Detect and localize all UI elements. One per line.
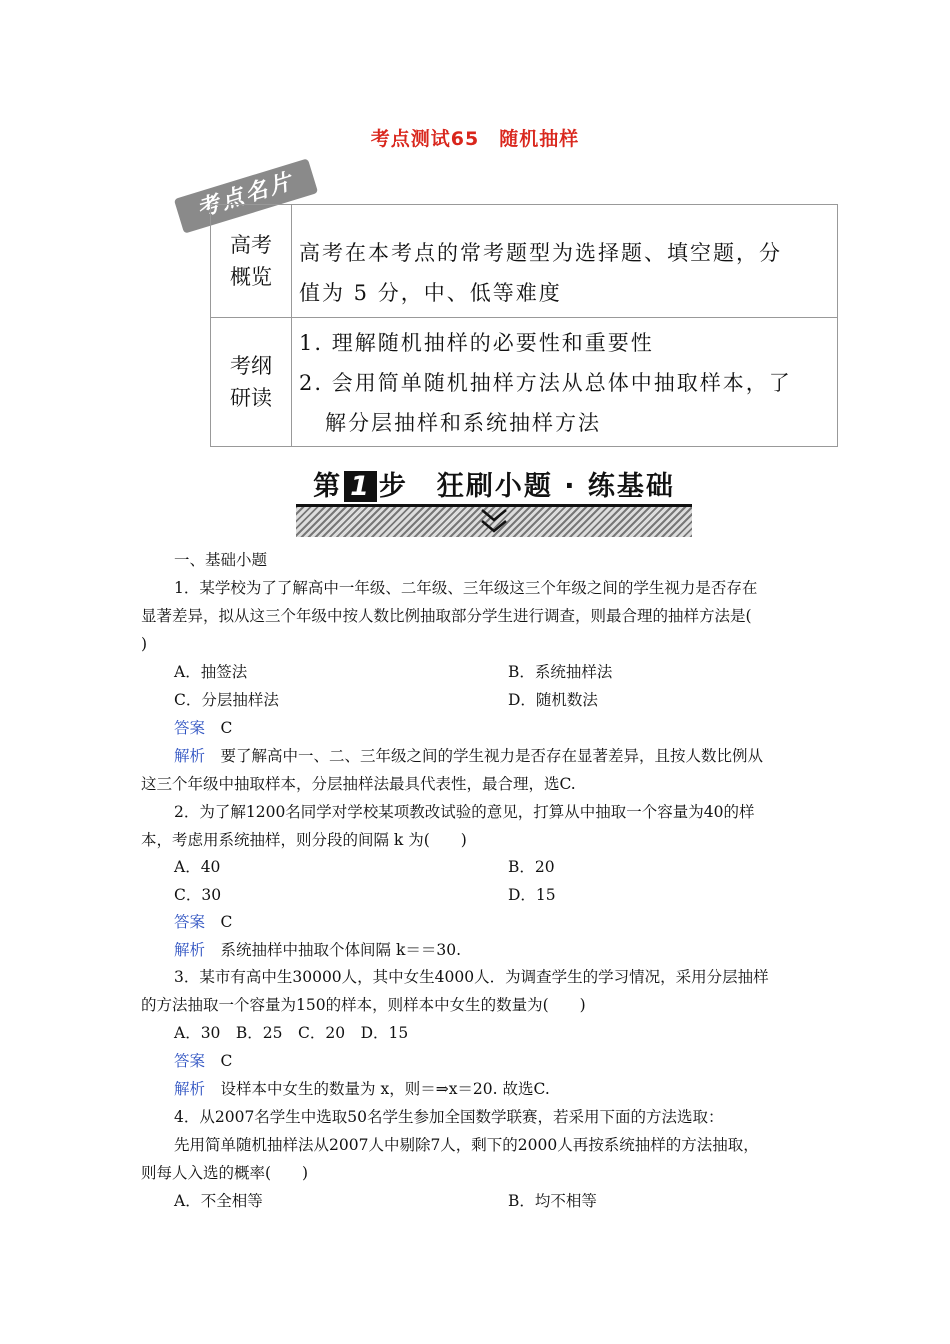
q1-option-d: D．随机数法 (508, 691, 598, 709)
q2-analysis-line-1 (174, 936, 461, 964)
q2-option-b: B．20 (508, 858, 555, 876)
info-row-syllabus (211, 318, 837, 446)
step-banner (296, 464, 692, 538)
page-title: 考点测试65 随机抽样 (370, 128, 580, 150)
q1-analysis-line-2: 这三个年级中抽取样本，分层抽样法最具代表性，最合理，选C. (141, 775, 576, 793)
q3-stem-line-2: 的方法抽取一个容量为150的样本，则样本中女生的数量为( ) (141, 996, 586, 1014)
q2-option-c: C．30 (174, 886, 222, 904)
q2-option-a: A．40 (174, 858, 221, 876)
q2-stem-line-2: 本，考虑用系统抽样，则分段的间隔 k 为( ) (141, 831, 467, 849)
q3-analysis-label: 解析 (174, 1080, 206, 1098)
q2-answer-label: 答案 (174, 913, 206, 931)
q1-analysis-label: 解析 (174, 747, 206, 765)
section-heading: 一、基础小题 (174, 551, 268, 569)
q4-stem-line-3: 则每人入选的概率( ) (141, 1164, 309, 1182)
q2-stem-line-1: 2．为了解1200名同学对学校某项教改试验的意见，打算从中抽取一个容量为40的样 (174, 803, 755, 821)
step-prefix: 第 (313, 471, 343, 502)
row-label-syllabus: 考纲 研读 (211, 318, 292, 446)
step-banner-text (296, 464, 692, 503)
q4-stem-line-2: 先用简单随机抽样法从2007人中剔除7人，剩下的2000人再按系统抽样的方法抽取， (174, 1136, 759, 1154)
q1-answer (174, 714, 232, 742)
q4-option-a: A．不全相等 (174, 1192, 263, 1210)
q2-analysis-label: 解析 (174, 941, 206, 959)
q3-answer-value: C (220, 1052, 233, 1070)
q2-answer-value: C (220, 913, 233, 931)
row-label-overview: 高考 概览 (211, 205, 292, 317)
syllabus-item-2-line-1: 2. 会用简单随机抽样方法从总体中抽取样本，了 (299, 371, 792, 395)
syllabus-item-2-line-2: 解分层抽样和系统抽样方法 (325, 411, 601, 435)
q1-analysis-text: 要了解高中一、二、三年级之间的学生视力是否存在显著差异，且按人数比例从 (220, 747, 764, 765)
q1-stem-line-2: 显著差异，拟从这三个年级中按人数比例抽取部分学生进行调查，则最合理的抽样方法是( (141, 607, 752, 625)
info-row-overview (211, 205, 837, 318)
q1-option-c: C．分层抽样法 (174, 691, 279, 709)
syllabus-item-1: 1. 理解随机抽样的必要性和重要性 (299, 331, 654, 355)
row-body-overview (299, 205, 831, 317)
double-chevron-down-icon (480, 506, 508, 536)
q4-option-b: B．均不相等 (508, 1192, 597, 1210)
q1-option-b: B．系统抽样法 (508, 663, 613, 681)
overview-line-2: 值为 5 分，中、低等难度 (299, 281, 562, 305)
q1-answer-value: C (220, 719, 233, 737)
q4-stem-line-1: 4．从2007名学生中选取50名学生参加全国数学联赛，若采用下面的方法选取： (174, 1108, 724, 1126)
info-table (210, 204, 838, 447)
row-body-syllabus (299, 318, 831, 446)
q3-analysis-text: 设样本中女生的数量为 x，则＝⇒x＝20. 故选C. (220, 1080, 550, 1098)
q1-analysis-line-1 (174, 742, 763, 770)
q3-options: A．30 B．25 C．20 D．15 (174, 1024, 409, 1042)
q3-answer (174, 1047, 232, 1075)
q2-answer (174, 908, 232, 936)
q3-answer-label: 答案 (174, 1052, 206, 1070)
q1-stem-line-1: 1．某学校为了了解高中一年级、二年级、三年级这三个年级之间的学生视力是否存在 (174, 579, 758, 597)
topic-card-badge: 考点名片 (174, 158, 318, 233)
q3-stem-line-1: 3．某市有高中生30000人，其中女生4000人．为调查学生的学习情况，采用分层抽样 (174, 968, 769, 986)
step-suffix: 步 狂刷小题 · 练基础 (378, 471, 675, 502)
q2-option-d: D．15 (508, 886, 556, 904)
q1-option-a: A．抽签法 (174, 663, 248, 681)
q1-stem-line-3: ) (141, 635, 148, 653)
q1-answer-label: 答案 (174, 719, 206, 737)
q3-analysis-line-1 (174, 1075, 550, 1103)
overview-line-1: 高考在本考点的常考题型为选择题、填空题，分 (299, 241, 782, 265)
step-number: 1 (344, 471, 377, 502)
q2-analysis-text: 系统抽样中抽取个体间隔 k＝＝30. (220, 941, 462, 959)
